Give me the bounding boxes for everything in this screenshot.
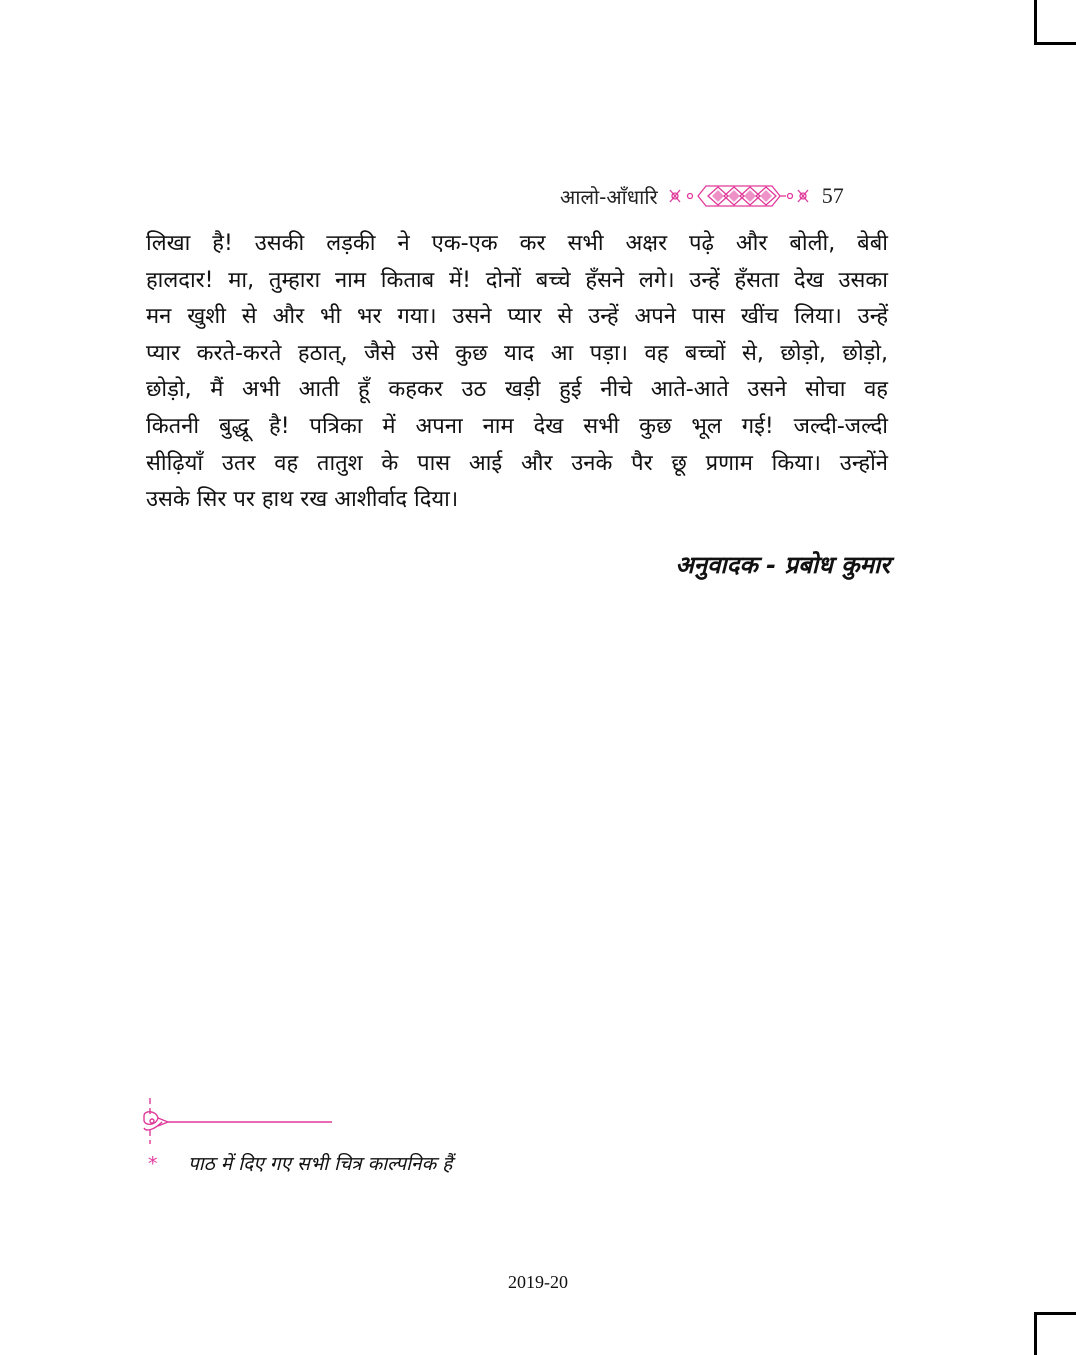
text-line: प्यार करते-करते हठात्, जैसे उसे कुछ याद आ पड़ा। वह बच्चों से, छोड़ो, छोड़ो, xyxy=(146,340,888,366)
text-line: सीढ़ियाँ उतर वह तातुश के पास आई और उनके पैर छू प्रणाम किया। उन्होंने xyxy=(146,450,888,476)
page-number: 57 xyxy=(821,183,844,208)
footnote xyxy=(148,1150,748,1176)
text-line: छोड़ो, मैं अभी आती हूँ कहकर उठ खड़ी हुई नीचे आते-आते उसने सोचा वह xyxy=(146,377,888,403)
text-line: हालदार! मा, तुम्हारा नाम किताब में! दोनों बच्चे हँसने लगे। उन्हें हँसता देख उसका xyxy=(146,267,888,293)
text-line: उसके सिर पर हाथ रख आशीर्वाद दिया। xyxy=(146,487,459,513)
chapter-title: आलो-आँधारि xyxy=(560,184,658,209)
crop-mark-top-right-vertical xyxy=(1034,0,1037,45)
body-paragraph xyxy=(146,226,888,519)
text-line: लिखा है! उसकी लड़की ने एक-एक कर सभी अक्षर पढ़े और बोली, बेबी xyxy=(146,231,888,256)
footnote-marker: * xyxy=(148,1153,158,1175)
translator-credit: अनुवादक - प्रबोध कुमार xyxy=(675,551,890,579)
text-line: कितनी बुद्धू है! पत्रिका में अपना नाम देख सभी कुछ भूल गई! जल्दी-जल्दी xyxy=(146,413,888,439)
crop-mark-bottom-right-vertical xyxy=(1034,1312,1037,1355)
footnote-divider-ornament-icon xyxy=(140,1094,340,1144)
text-line: मन खुशी से और भी भर गया। उसने प्यार से उन्हें अपने पास खींच लिया। उन्हें xyxy=(146,304,888,330)
running-header xyxy=(560,176,890,216)
pink-decorative-border-icon xyxy=(668,180,810,212)
edition-year: 2019-20 xyxy=(508,1272,568,1292)
crop-mark-top-right-horizontal xyxy=(1034,42,1076,45)
footnote-text: पाठ में दिए गए सभी चित्र काल्पनिक हैं xyxy=(188,1153,453,1175)
crop-mark-bottom-right-horizontal xyxy=(1034,1312,1076,1315)
